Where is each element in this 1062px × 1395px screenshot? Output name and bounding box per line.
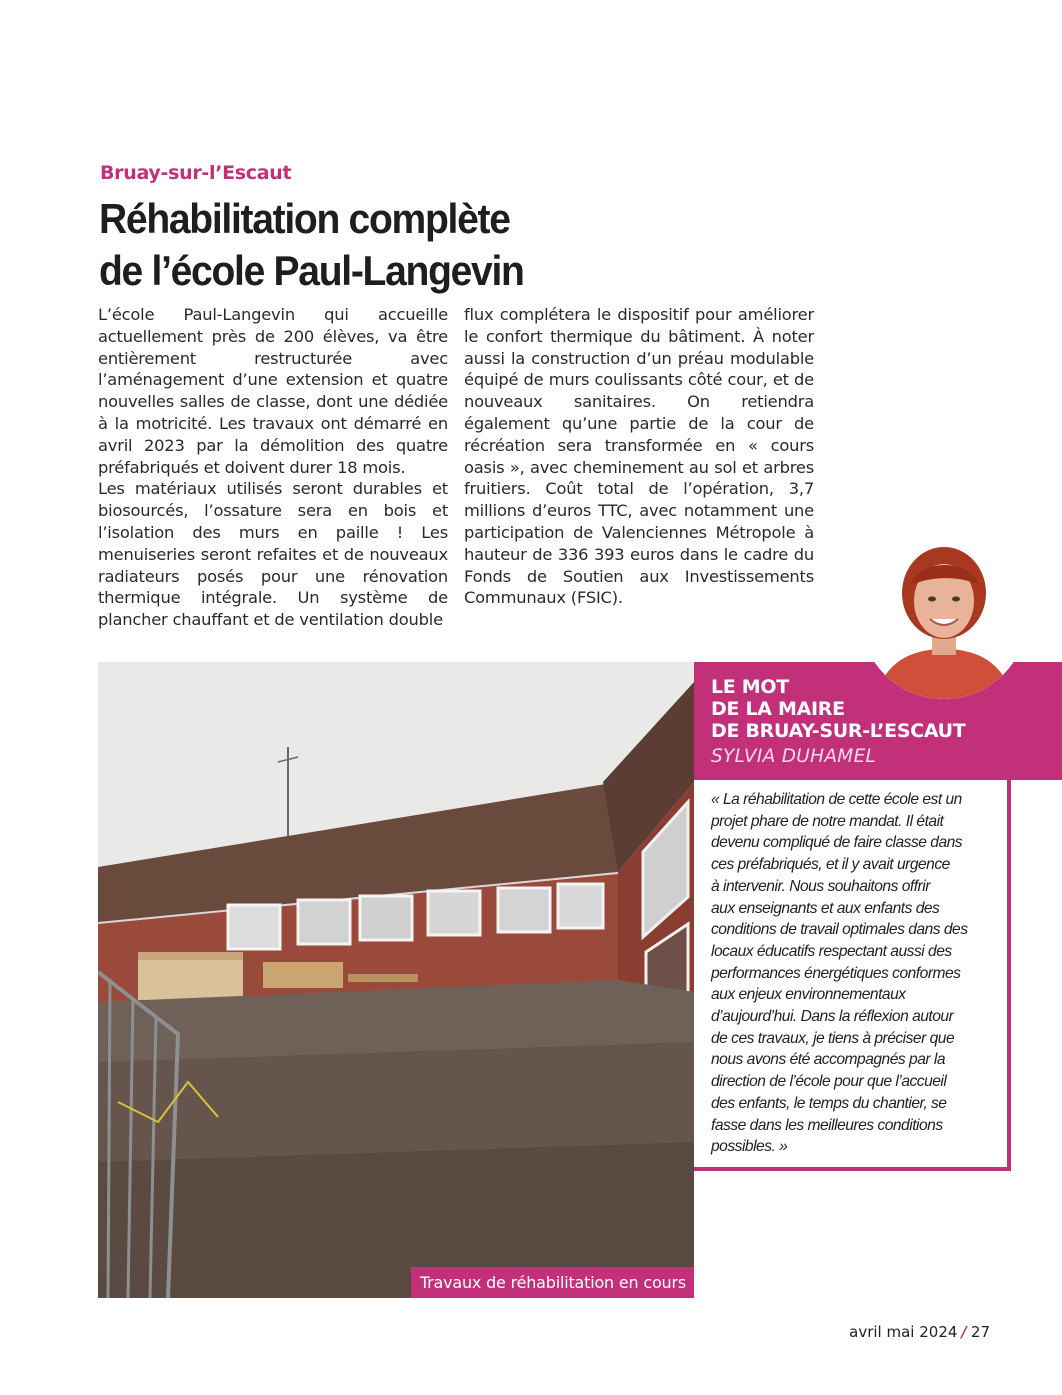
quote-line: projet phare de notre mandat. Il était bbox=[711, 812, 944, 830]
quote-line: performances énergétiques conformes bbox=[711, 964, 961, 982]
quote-box-border-right bbox=[1007, 780, 1011, 1171]
issue-date: avril mai 2024 bbox=[849, 1323, 958, 1341]
mayor-portrait bbox=[860, 531, 1028, 699]
article-title bbox=[99, 193, 524, 297]
quote-line: des enfants, le temps du chantier, se bbox=[711, 1094, 947, 1112]
quote-line: « La réhabilitation de cette école est un bbox=[711, 791, 962, 808]
page-footer bbox=[849, 1323, 990, 1341]
article-column-2 bbox=[464, 304, 814, 609]
school-construction-photo bbox=[98, 662, 694, 1298]
quote-line: conditions de travail optimales dans des bbox=[711, 921, 968, 939]
quote-line: aux enseignants et aux enfants des bbox=[711, 899, 940, 917]
article-paragraph: Les matériaux utilisés seront durables et biosourcés, l’ossature sera en bois et l’isolation des murs en paille ! Les menuiseries seront refaites et de nouveaux radiateurs posés pour une rénovation thermique intégrale. Un système de plancher chauffant et de ventilation double bbox=[98, 479, 448, 630]
quote-line: ces préfabriqués, et il y avait urgence bbox=[711, 856, 950, 874]
article-title-line: de l’école Paul-Langevin bbox=[99, 247, 524, 294]
quote-line: à intervenir. Nous souhaitons offrir bbox=[711, 877, 930, 895]
photo-caption: Travaux de réhabilitation en cours bbox=[411, 1267, 694, 1298]
quote-line: direction de l’école pour que l’accueil bbox=[711, 1073, 947, 1091]
quote-box-border-bottom bbox=[694, 1167, 1011, 1171]
quote-line: possibles. » bbox=[711, 1138, 788, 1156]
article-paragraph: flux complétera le dispositif pour améliorer le confort thermique du bâtiment. À noter aussi la construction d’un préau modulable équipé de murs coulissants côté cour, et de nouveaux sanitaires. On retiendra également qu’une partie de la cour de récréation sera transformée en « cours oasis », avec cheminement au sol et arbres fruitiers. Coût total de l’opération, 3,7 millions d’euros TTC, avec notamment une participation de Valenciennes Métropole à hauteur de 336 393 euros dans le cadre du Fonds de Soutien aux Investissements Communaux (FSIC). bbox=[464, 305, 814, 608]
quote-line: locaux éducatifs respectant aussi des bbox=[711, 942, 952, 960]
mayor-heading-line: LE MOT bbox=[711, 676, 789, 698]
mayor-heading-line: DE LA MAIRE bbox=[711, 698, 845, 720]
mayor-portrait-illustration bbox=[860, 531, 1028, 699]
article-kicker: Bruay-sur-l’Escaut bbox=[100, 162, 292, 184]
mayor-heading-line: DE BRUAY-SUR-L’ESCAUT bbox=[711, 720, 966, 742]
mayor-name: SYLVIA DUHAMEL bbox=[711, 746, 877, 767]
article-title-line: Réhabilitation complète bbox=[99, 195, 510, 242]
quote-line: fasse dans les meilleures conditions bbox=[711, 1116, 943, 1134]
quote-line: devenu compliqué de faire classe dans bbox=[711, 834, 963, 852]
article-column-1 bbox=[98, 304, 448, 631]
article-paragraph: L’école Paul-Langevin qui accueille actuellement près de 200 élèves, va être entièrement restructurée avec l’aménagement d’une extension et quatre nouvelles salles de classe, dont une dédiée à la motricité. Les travaux ont démarré en avril 2023 par la démolition des quatre préfabriqués et doivent durer 18 mois. bbox=[98, 305, 448, 477]
quote-line: aux enjeux environnementaux bbox=[711, 986, 906, 1004]
quote-line: de ces travaux, je tiens à préciser que bbox=[711, 1029, 955, 1047]
footer-separator: / bbox=[961, 1323, 967, 1341]
quote-line: d’aujourd’hui. Dans la réflexion autour bbox=[711, 1008, 954, 1026]
mayor-quote bbox=[711, 789, 999, 1158]
quote-line: nous avons été accompagnés par la bbox=[711, 1051, 946, 1069]
construction-photo-illustration bbox=[98, 662, 694, 1298]
page-number: 27 bbox=[970, 1323, 990, 1341]
